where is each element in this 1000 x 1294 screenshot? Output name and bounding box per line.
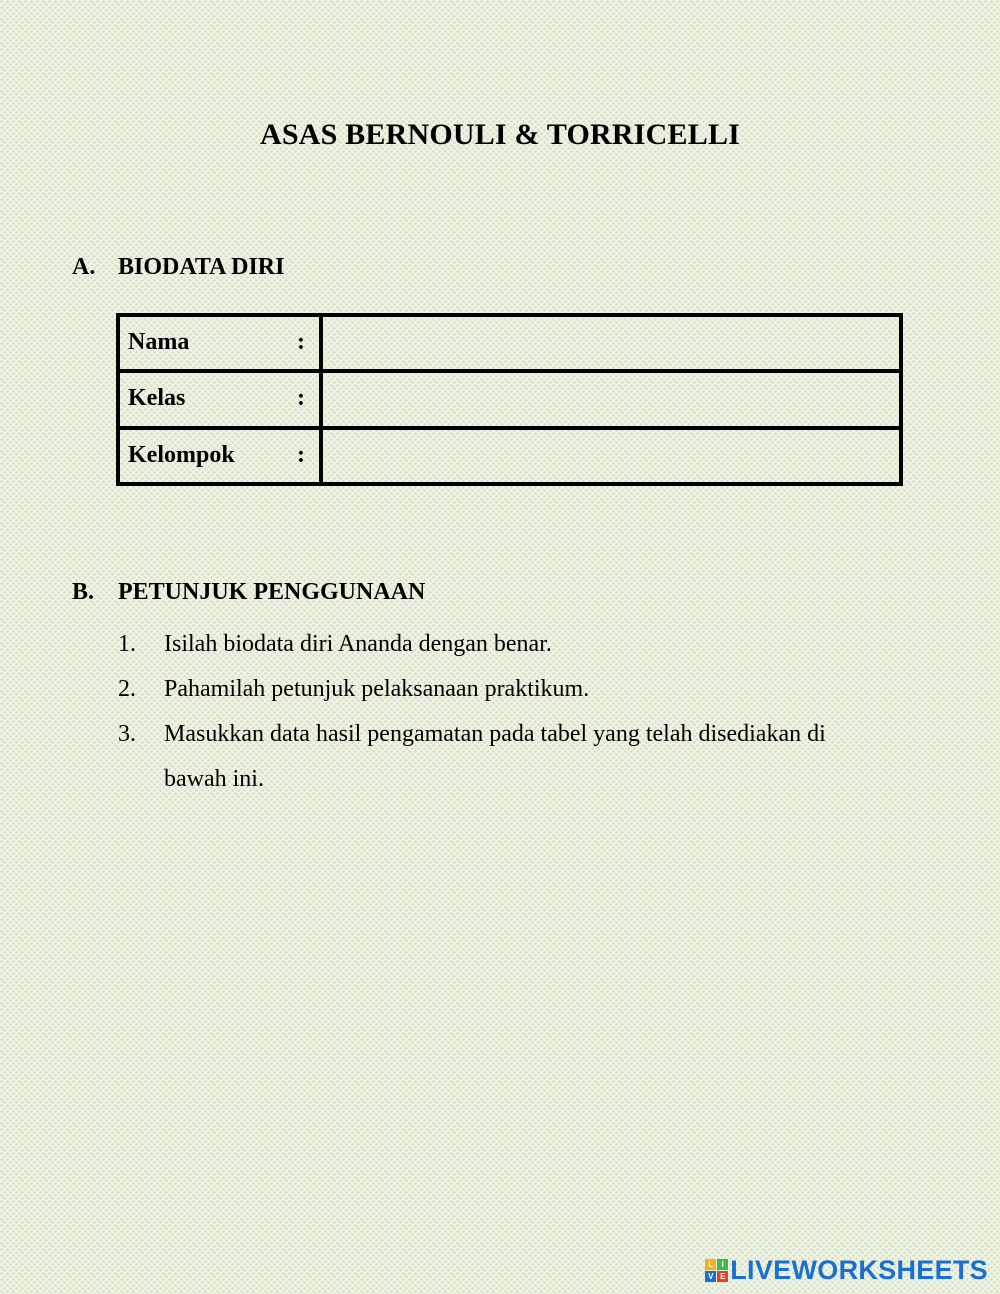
list-item-text: Pahamilah petunjuk pelaksanaan praktikum. [164,676,590,702]
logo-text: LIVEWORKSHEETS [730,1254,988,1285]
class-value-cell [321,371,901,427]
list-item [118,622,878,667]
name-input[interactable] [323,317,899,369]
table-row [118,315,901,371]
group-label: Kelompok [128,441,235,468]
list-item-number: 1. [118,631,136,657]
list-item-text: Isilah biodata diri Ananda dengan benar. [164,631,552,657]
name-value-cell [321,315,901,371]
table-row [118,371,901,427]
logo-block: V [705,1271,716,1282]
list-item-number: 3. [118,721,136,747]
group-colon: : [297,441,305,468]
section-a-title: BIODATA DIRI [118,254,285,280]
list-item-number: 2. [118,676,136,702]
biodata-table [116,313,903,486]
logo-block: L [705,1259,716,1270]
group-value-cell [321,428,901,484]
group-label-cell [118,428,321,484]
liveworksheets-logo-icon [705,1259,728,1282]
section-b-heading [72,579,425,606]
table-row [118,428,901,484]
list-item [118,667,878,712]
page-title: ASAS BERNOULI & TORRICELLI [259,118,741,151]
group-input[interactable] [323,430,899,482]
section-a-letter: A. [72,254,96,280]
section-b-letter: B. [72,579,95,605]
liveworksheets-logo [705,1253,988,1287]
section-b-title: PETUNJUK PENGGUNAAN [118,579,426,605]
class-label-cell [118,371,321,427]
list-item-text: Masukkan data hasil pengamatan pada tabel yang telah disediakan di bawah ini. [164,721,826,792]
instruction-list [118,622,878,802]
class-colon: : [297,385,305,412]
logo-block: I [717,1259,728,1270]
name-label-cell [118,315,321,371]
name-label: Nama [128,329,190,356]
class-label: Kelas [128,385,186,412]
section-a-heading [72,254,284,281]
logo-block: E [717,1271,728,1282]
class-input[interactable] [323,373,899,425]
name-colon: : [297,329,305,356]
list-item [118,712,878,802]
